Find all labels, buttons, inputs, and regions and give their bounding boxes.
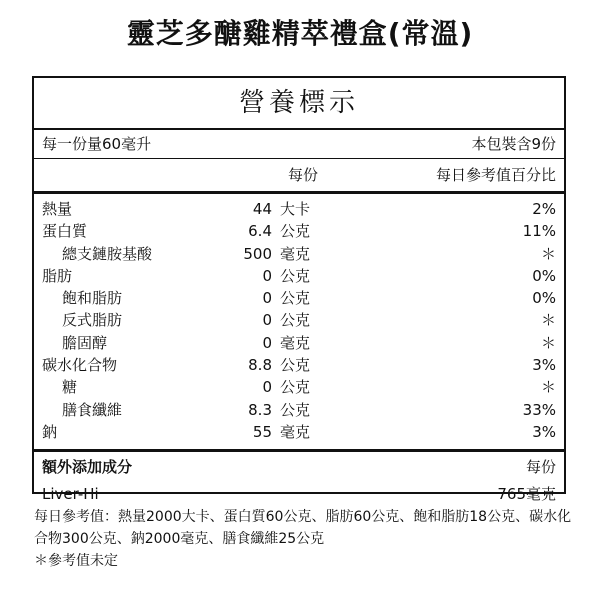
nutrient-unit: 公克 bbox=[280, 400, 311, 419]
nutrient-name: 膽固醇 bbox=[62, 333, 108, 352]
nutrient-row bbox=[34, 376, 564, 398]
nutrient-row bbox=[34, 243, 564, 265]
nutrient-unit: 公克 bbox=[280, 289, 311, 308]
nutrient-row bbox=[34, 421, 564, 443]
footnote bbox=[34, 506, 574, 572]
nutrient-daily-value: 2% bbox=[532, 200, 556, 218]
nutrient-row bbox=[34, 332, 564, 354]
nutrient-unit: 毫克 bbox=[280, 422, 311, 441]
nutrient-value: 0 bbox=[262, 378, 272, 397]
nutrient-value: 55 bbox=[252, 422, 272, 441]
serving-info-row bbox=[34, 130, 564, 159]
column-header-row bbox=[34, 159, 564, 194]
nutrient-list bbox=[34, 194, 564, 452]
extra-ingredient-name: Liver-Hi bbox=[42, 485, 99, 504]
extra-ingredient-amount: 765毫克 bbox=[497, 485, 556, 504]
nutrient-unit: 公克 bbox=[280, 266, 311, 285]
nutrient-daily-value: ＊ bbox=[540, 333, 556, 352]
nutrient-name: 鈉 bbox=[42, 422, 58, 441]
nutrient-name: 飽和脂肪 bbox=[62, 289, 123, 308]
per-serving-header: 每份 bbox=[287, 166, 318, 184]
nutrient-row bbox=[34, 198, 564, 220]
nutrient-value: 0 bbox=[262, 266, 272, 285]
nutrient-name: 膳食纖維 bbox=[62, 400, 123, 419]
nutrient-daily-value: 0% bbox=[532, 266, 556, 285]
nutrient-name: 糖 bbox=[62, 378, 78, 397]
product-title: 靈芝多醣雞精萃禮盒(常溫) bbox=[126, 17, 474, 50]
extra-ingredients-title: 額外添加成分 bbox=[42, 458, 133, 477]
nutrient-row bbox=[34, 220, 564, 242]
nutrient-name: 蛋白質 bbox=[42, 222, 88, 241]
nutrient-unit: 公克 bbox=[280, 378, 311, 397]
servings-per-pack: 本包裝含9份 bbox=[471, 135, 556, 153]
extra-ingredients-header bbox=[34, 452, 564, 482]
nutrient-row bbox=[34, 354, 564, 376]
extra-ingredients-list bbox=[34, 482, 564, 506]
nutrient-daily-value: 0% bbox=[532, 289, 556, 308]
nutrient-name: 總支鏈胺基酸 bbox=[62, 244, 153, 263]
nutrient-name: 熱量 bbox=[42, 200, 73, 218]
nutrient-unit: 公克 bbox=[280, 311, 311, 330]
nutrient-unit: 毫克 bbox=[280, 333, 311, 352]
serving-size: 每一份量60毫升 bbox=[42, 135, 152, 153]
nutrient-name: 反式脂肪 bbox=[62, 311, 123, 330]
daily-value-header: 每日參考值百分比 bbox=[435, 166, 556, 184]
nutrient-unit: 公克 bbox=[280, 356, 311, 375]
nutrient-row bbox=[34, 399, 564, 421]
nutrient-row bbox=[34, 287, 564, 309]
nutrient-value: 500 bbox=[243, 244, 272, 263]
nutrient-daily-value: 33% bbox=[522, 400, 556, 419]
nutrient-daily-value: 11% bbox=[522, 222, 556, 241]
nutrient-value: 8.8 bbox=[248, 356, 272, 375]
nutrition-panel bbox=[32, 76, 566, 504]
nutrient-row bbox=[34, 265, 564, 287]
nutrient-daily-value: ＊ bbox=[540, 244, 556, 263]
nutrient-daily-value: ＊ bbox=[540, 378, 556, 397]
nutrient-daily-value: 3% bbox=[532, 422, 556, 441]
nutrient-row bbox=[34, 309, 564, 331]
panel-heading: 營養標示 bbox=[34, 78, 564, 130]
daily-value-footnote: 每日參考值：熱量2000大卡、蛋白質60公克、脂肪60公克、飽和脂肪18公克、碳水化合物300公克、鈉2000毫克、膳食纖維25公克 bbox=[34, 509, 572, 547]
nutrient-value: 0 bbox=[262, 311, 272, 330]
nutrient-value: 0 bbox=[262, 289, 272, 308]
nutrient-daily-value: 3% bbox=[532, 356, 556, 375]
extra-ingredients-col: 每份 bbox=[525, 458, 556, 477]
nutrient-daily-value: ＊ bbox=[540, 311, 556, 330]
nutrient-value: 44 bbox=[252, 200, 272, 218]
extra-ingredient-row bbox=[34, 482, 564, 506]
nutrient-name: 脂肪 bbox=[42, 266, 73, 285]
nutrient-name: 碳水化合物 bbox=[42, 356, 118, 375]
nutrient-unit: 公克 bbox=[280, 222, 311, 241]
nutrient-unit: 大卡 bbox=[280, 200, 311, 218]
nutrient-value: 6.4 bbox=[248, 222, 272, 241]
nutrient-value: 8.3 bbox=[248, 400, 272, 419]
undetermined-footnote: ＊參考值未定 bbox=[34, 553, 118, 569]
nutrient-unit: 毫克 bbox=[280, 244, 311, 263]
nutrient-value: 0 bbox=[262, 333, 272, 352]
